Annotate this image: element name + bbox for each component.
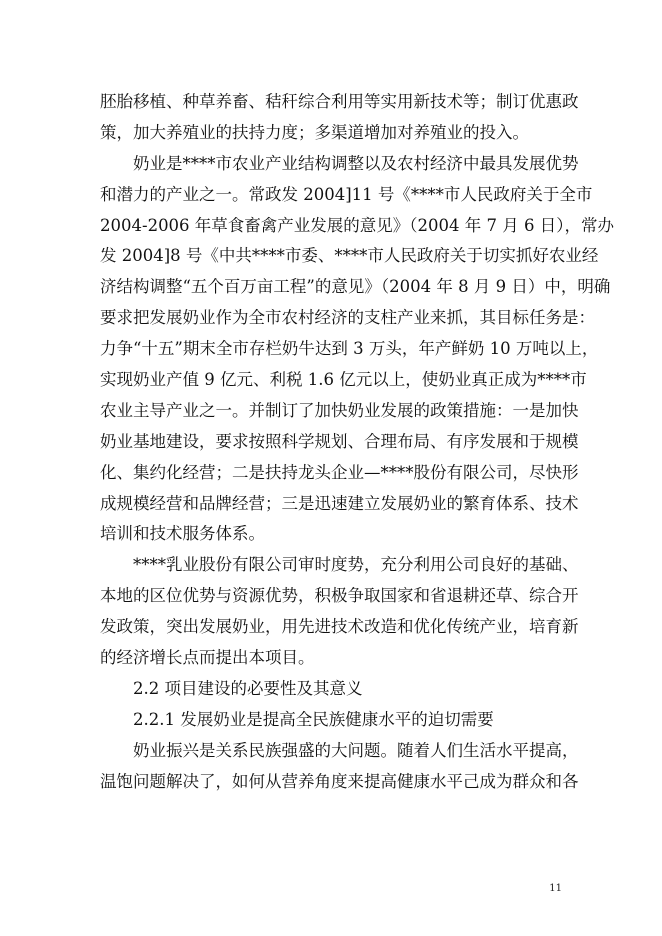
paragraph-start: 奶业振兴是关系民族强盛的大问题。随着人们生活水平提高， xyxy=(133,740,579,760)
text-line: 培训和技术服务体系。 xyxy=(100,524,265,544)
body-text xyxy=(100,87,615,797)
text-line: 发政策，突出发展奶业，用先进技术改造和优化传统产业，培育新 xyxy=(100,617,579,637)
text-line: 济结构调整“五个百万亩工程”的意见》（2004 年 8 月 9 日）中，明确 xyxy=(100,277,611,297)
text-line: 2004-2006 年草食畜禽产业发展的意见》（2004 年 7 月 6 日），常办 xyxy=(100,215,615,235)
text-line: 实现奶业产值 9 亿元、利税 1.6 亿元以上，使奶业真正成为****市 xyxy=(100,370,587,390)
text-line: 农业主导产业之一。并制订了加快奶业发展的政策措施：一是加快 xyxy=(100,400,579,420)
section-heading: 2.2 项目建设的必要性及其意义 xyxy=(133,678,363,698)
page-number: 11 xyxy=(549,883,562,894)
text-line: 的经济增长点而提出本项目。 xyxy=(100,648,315,668)
paragraph-start: ****乳业股份有限公司审时度势，充分利用公司良好的基础、 xyxy=(133,555,579,575)
text-line: 化、集约化经营；二是扶持龙头企业—****股份有限公司，尽快形 xyxy=(100,462,579,482)
text-line: 本地的区位优势与资源优势，积极争取国家和省退耕还草、综合开 xyxy=(100,586,579,606)
text-line: 奶业基地建设，要求按照科学规划、合理布局、有序发展和于规模 xyxy=(100,431,579,451)
text-line: 要求把发展奶业作为全市农村经济的支柱产业来抓，其目标任务是： xyxy=(100,308,595,328)
text-line: 力争“十五”期末全市存栏奶牛达到 3 万头，年产鲜奶 10 万吨以上， xyxy=(100,339,599,359)
text-line: 发 2004]8 号《中共****市委、****市人民政府关于切实抓好农业经 xyxy=(100,246,599,266)
subsection-heading: 2.2.1 发展奶业是提高全民族健康水平的迫切需要 xyxy=(133,709,494,729)
text-line: 策，加大养殖业的扶持力度；多渠道增加对养殖业的投入。 xyxy=(100,122,529,142)
text-line: 成规模经营和品牌经营；三是迅速建立发展奶业的繁育体系、技术 xyxy=(100,493,579,513)
text-line: 胚胎移植、种草养畜、秸秆综合利用等实用新技术等；制订优惠政 xyxy=(100,92,579,111)
text-line: 温饱问题解决了，如何从营养角度来提高健康水平己成为群众和各 xyxy=(100,771,579,791)
paragraph-start: 奶业是****市农业产业结构调整以及农村经济中最具发展优势 xyxy=(133,153,579,173)
text-line: 和潜力的产业之一。常政发 2004]11 号《****市人民政府关于全市 xyxy=(100,184,593,204)
